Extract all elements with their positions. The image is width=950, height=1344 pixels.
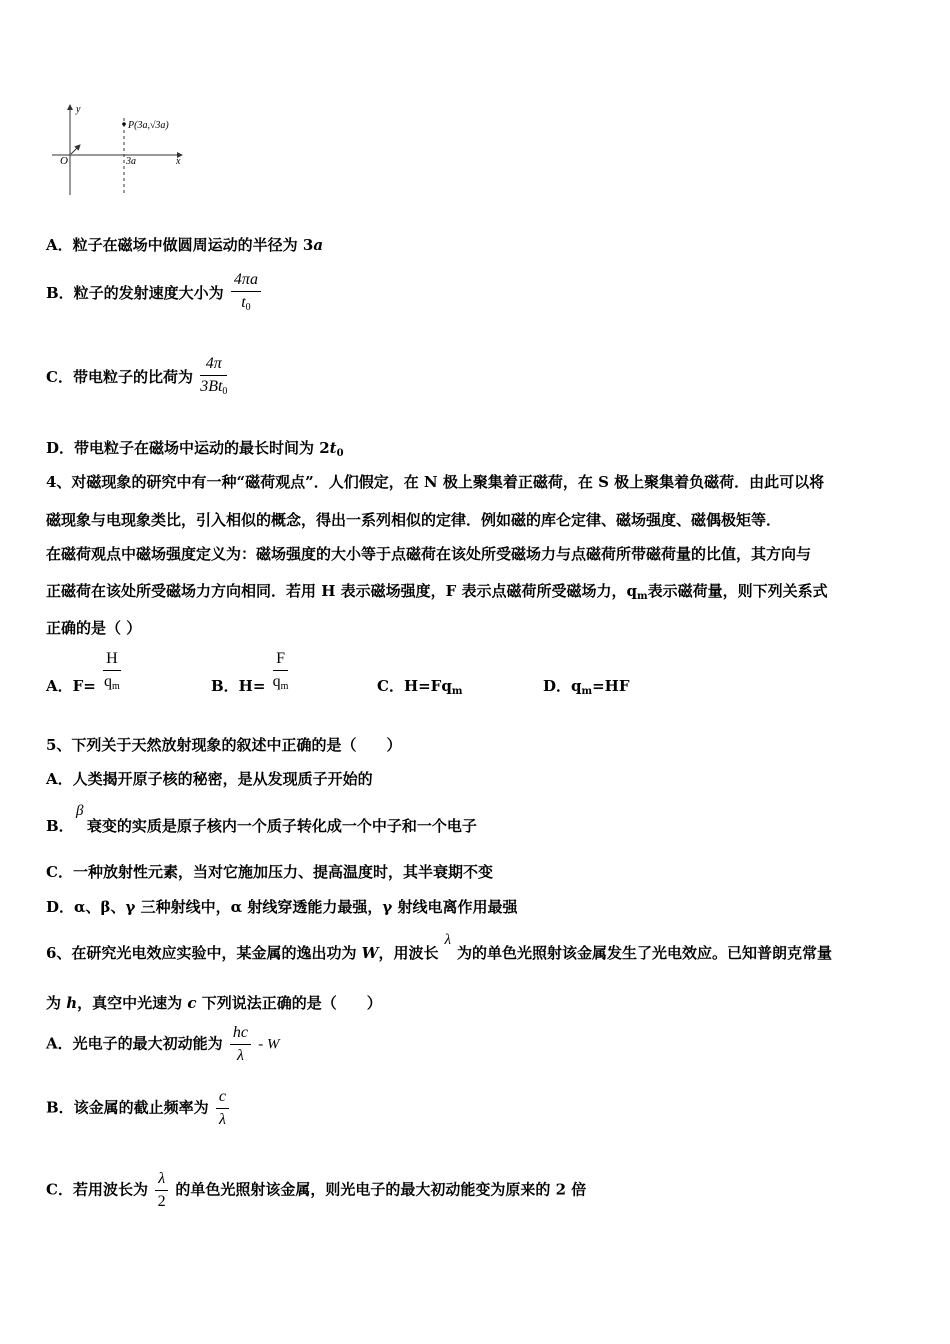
q4-option-b-denominator-sub: m bbox=[280, 681, 289, 692]
q6-stem-line-2d: 下列说法正确的是（ ） bbox=[196, 994, 382, 1012]
q4-stem-line-2: 磁现象与电现象类比，引入相似的概念，得出一系列相似的定律．例如磁的库仑定律、磁场强度、磁偶极矩等． bbox=[46, 511, 782, 529]
q5-option-c: C．一种放射性元素，当对它施加压力、提高温度时，其半衰期不变 bbox=[46, 863, 493, 881]
y-label: y bbox=[76, 104, 81, 115]
q6-option-a-suffix: - W bbox=[258, 1036, 280, 1053]
q6-option-c-numerator: λ bbox=[155, 1170, 168, 1191]
q4-option-b bbox=[211, 650, 290, 696]
q6-stem-line-2b: ，真空中光速为 bbox=[77, 994, 188, 1012]
q4-stem-line-5: 正确的是（ ） bbox=[46, 619, 142, 637]
q6-option-c bbox=[46, 1170, 586, 1211]
q6-option-b-denominator: λ bbox=[219, 1111, 226, 1128]
q6-stem-line-1b: ，用波长 bbox=[378, 944, 439, 962]
q4-option-c bbox=[377, 676, 462, 702]
q5-option-b-text: 衰变的实质是原子核内一个质子转化成一个中子和一个电子 bbox=[86, 817, 477, 835]
q4-options-row bbox=[46, 650, 906, 700]
q6-option-b-fraction bbox=[216, 1088, 229, 1129]
q6-stem-var-c: c bbox=[187, 994, 197, 1012]
q3-option-c-denominator-sub: 0 bbox=[222, 386, 228, 397]
q6-stem-line-2 bbox=[46, 993, 382, 1013]
q5-option-b bbox=[46, 803, 477, 836]
q4-option-d-sub: m bbox=[581, 686, 593, 697]
q3-option-d-var: t bbox=[329, 439, 337, 457]
q6-option-a-denominator: λ bbox=[236, 1047, 244, 1064]
q6-stem-lambda-symbol: λ bbox=[444, 932, 452, 948]
q3-option-b-numerator: 4πa bbox=[231, 271, 261, 292]
q3-option-a-var: a bbox=[313, 236, 324, 254]
q3-option-b-denominator-sub: 0 bbox=[245, 302, 251, 313]
q6-stem-line-2a: 为 bbox=[46, 994, 67, 1012]
x-label: x bbox=[176, 156, 181, 167]
q5-stem: 5、下列关于天然放射现象的叙述中正确的是（ ） bbox=[46, 736, 402, 754]
q6-stem-line-1c: 为的单色光照射该金属发生了光电效应。已知普朗克常量 bbox=[457, 944, 833, 962]
q6-stem-var-h: h bbox=[66, 994, 78, 1012]
q4-option-c-text: C．H=Fq bbox=[377, 677, 452, 695]
q6-option-c-suffix: 的单色光照射该金属，则光电子的最大初动能变为原来的 2 倍 bbox=[175, 1180, 587, 1199]
point-p bbox=[122, 122, 126, 126]
q4-stem-line-1: 4、对磁现象的研究中有一种“磁荷观点”．人们假定，在 N 极上聚集着正磁荷，在 S 极上聚集着负磁荷．由此可以将 bbox=[46, 473, 825, 491]
q5-option-a: A．人类揭开原子核的秘密，是从发现质子开始的 bbox=[46, 770, 373, 788]
q3-option-b-fraction bbox=[231, 271, 261, 317]
q4-option-b-fraction bbox=[273, 650, 289, 696]
q3-option-b bbox=[46, 271, 263, 317]
q6-option-c-denominator: 2 bbox=[157, 1193, 166, 1210]
q3-option-a bbox=[46, 235, 323, 255]
velocity-arrow bbox=[71, 145, 80, 154]
q5-option-b-label: B． bbox=[46, 817, 74, 835]
q6-stem-line-1a: 6、在研究光电效应实验中，某金属的逸出功为 bbox=[46, 944, 362, 962]
q3-option-c-denominator: 3Bt bbox=[200, 378, 223, 395]
q3-option-b-denominator: t bbox=[241, 294, 246, 311]
q6-option-b bbox=[46, 1088, 231, 1129]
q6-option-a-numerator: hc bbox=[230, 1024, 251, 1045]
coordinate-figure bbox=[48, 100, 198, 200]
q4-option-d-text-1: D．q bbox=[543, 677, 582, 695]
q6-option-b-text: B．该金属的截止频率为 bbox=[46, 1098, 209, 1117]
q4-option-a-numerator: H bbox=[103, 650, 121, 671]
q6-option-b-numerator: c bbox=[216, 1088, 229, 1109]
q5-option-b-beta-symbol: β bbox=[76, 803, 84, 819]
q4-stem-line-4-sub: m bbox=[636, 591, 648, 602]
q4-stem-line-4a: 正磁荷在该处所受磁场力方向相同．若用 H 表示磁场强度，F 表示点磁荷所受磁场力，q bbox=[46, 582, 637, 600]
q3-option-d bbox=[46, 438, 344, 464]
q3-option-c-text: C．带电粒子的比荷为 bbox=[46, 368, 193, 386]
q4-option-b-numerator: F bbox=[273, 650, 289, 671]
point-p-label: P(3a,√3a) bbox=[128, 120, 169, 131]
q4-stem-line-4b: 表示磁荷量，则下列关系式 bbox=[647, 582, 828, 600]
q4-option-c-sub: m bbox=[451, 686, 463, 697]
q4-option-b-text: B．H= bbox=[211, 677, 266, 695]
q4-option-a bbox=[46, 650, 123, 696]
q4-option-a-denominator: q bbox=[103, 673, 112, 690]
q3-option-d-sub: 0 bbox=[336, 448, 344, 459]
q4-option-b-denominator: q bbox=[272, 673, 281, 690]
q6-option-a bbox=[46, 1024, 279, 1065]
q6-option-c-text: C．若用波长为 bbox=[46, 1180, 148, 1199]
q4-option-a-fraction bbox=[103, 650, 121, 696]
q6-option-a-text: A．光电子的最大初动能为 bbox=[46, 1034, 223, 1053]
q3-option-b-text: B．粒子的发射速度大小为 bbox=[46, 284, 224, 302]
q3-option-a-text: A．粒子在磁场中做圆周运动的半径为 3 bbox=[46, 236, 314, 254]
q3-option-c-numerator: 4π bbox=[200, 355, 227, 376]
q4-option-a-text: A．F= bbox=[46, 677, 96, 695]
q4-option-d bbox=[543, 676, 629, 702]
q4-stem-line-3: 在磁荷观点中磁场强度定义为：磁场强度的大小等于点磁荷在该处所受磁场力与点磁荷所带磁荷量的比值，其方向与 bbox=[46, 545, 812, 563]
q6-option-a-fraction bbox=[230, 1024, 251, 1065]
tick-3a-label: 3a bbox=[126, 156, 136, 167]
q4-stem-line-4 bbox=[46, 581, 828, 607]
q4-option-d-text-2: =HF bbox=[592, 677, 630, 695]
origin-label: O bbox=[60, 155, 68, 167]
q6-option-c-fraction bbox=[155, 1170, 168, 1211]
q4-option-a-denominator-sub: m bbox=[111, 681, 120, 692]
q3-option-d-text: D．带电粒子在磁场中运动的最长时间为 2 bbox=[46, 439, 330, 457]
q6-stem-line-1 bbox=[46, 932, 833, 964]
q3-option-c-fraction bbox=[200, 355, 227, 401]
q5-option-d: D．α、β、γ 三种射线中，α 射线穿透能力最强，γ 射线电离作用最强 bbox=[46, 898, 518, 916]
q6-stem-var-w: W bbox=[361, 944, 379, 962]
q3-option-c bbox=[46, 355, 229, 401]
